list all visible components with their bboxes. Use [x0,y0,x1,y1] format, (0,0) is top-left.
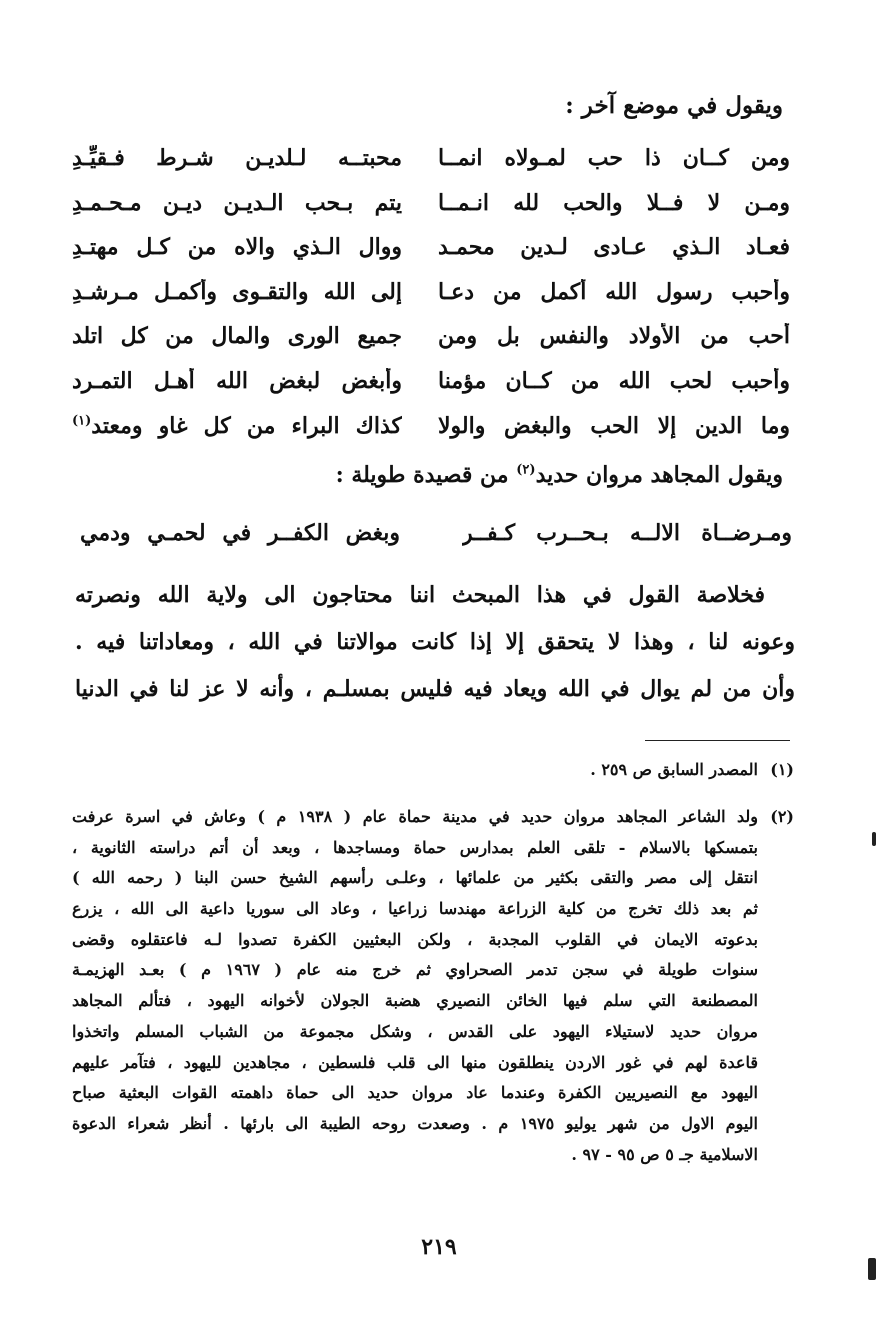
footnote-line: اليوم الاول من شهر يوليو ١٩٧٥ م . وصعدت روحه الطيبة الى بارئها . أنظر شعراء الدعوة [72,1113,758,1133]
poem-intro: ويقول في موضع آخر : [565,92,783,119]
single-verse [80,520,792,564]
verse-first-hemistich: ومـرضــاة الالــه بـحــرب كـفــر [462,520,792,546]
footnote-line: قاعدة لهم في غور الاردن ينطلقون منها الى قلب فلسطين ، مجاهدين لليهود ، فتآمر عليهم [72,1052,758,1072]
footnote-line: المصطنعة التي سلم فيها الخائن النصيري هضبة الجولان لأخوانه اليهود ، فتألم المجاهد [72,991,758,1011]
footnote-text [72,802,758,1170]
footnote-2 [72,802,794,1170]
paragraph-line: فخلاصة القول في هذا المبحث اننا محتاجون الى ولاية الله ونصرته [75,582,765,608]
conclusion-paragraph [75,572,795,713]
footnote-line: بدعوته الايمان في القلوب المجدبة ، ولكن البعثيين الكفرة تصدوا لـه فاعتقلوه وقضى [72,929,758,949]
footnote-separator [645,740,790,741]
footnote-line: سنوات طويلة في سجن تدمر الصحراوي ثم خرج منه عام ( ١٩٦٧ م ) بعـد الهزيمـة [72,960,758,980]
verse-second-hemistich: وأبغض لبغض الله أهـل التمـرد [72,367,402,394]
verse-first-hemistich: ومـن لا فــلا والحب لله انـمــا [438,189,790,216]
footnote-line: اليهود مع النصيريين الكفرة وعندما عاد مروان حديد الى حماة داهمته القوات البعثية صباح [72,1083,758,1103]
poem-verse [72,368,790,413]
paragraph-line: وعونه لنا ، وهذا لا يتحقق إلا إذا كانت موالاتنا في الله ، ومعاداتنا فيه . [75,629,795,655]
footnote-number: (١) [770,760,794,779]
second-poem-intro-text: ويقول المجاهد مروان حديد [535,462,783,488]
verse-second-hemistich: جميع الورى والمال من كل اتلد [72,323,402,350]
footnote-1 [72,752,794,802]
verse-first-hemistich: وما الدين إلا الحب والبغض والولا [438,412,790,439]
paragraph-line: وأن من لم يوال في الله ويعاد فيه فليس بمسلـم ، وأنه لا عز لنا في الدنيا [75,676,795,702]
footnote-line: بتمسكها بالاسلام - تلقى العلم بمدارس حماة ومساجدها ، وبعد أن أتم دراسته الثانوية ، [72,837,758,857]
poem-verse [72,279,790,324]
footnote-number: (٢) [770,807,794,826]
poem-verse [72,145,790,190]
footnote-line: انتقل إلى مصر والتقى بكثير من علمائها ، وعلـى رأسهم الشيخ حسن البنا ( رحمه الله ) [72,868,758,888]
second-poem-intro-tail: من قصيدة طويلة : [335,462,517,488]
verse-first-hemistich: وأحبب لحب الله من كــان مؤمنا [438,367,790,394]
poem [72,145,790,457]
verse-first-hemistich: ومن كــان ذا حب لمـولاه انمــا [438,145,790,171]
verse-first-hemistich: وأحبب رسول الله أكمل من دعـا [438,278,790,305]
footnote-line: الاسلامية جـ ٥ ص ٩٥ - ٩٧ . [571,1144,758,1164]
footnote-ref-1: (١) [72,413,92,429]
poem-verse [72,413,790,458]
footnote-line: ولد الشاعر المجاهد مروان حديد في مدينة حماة عام ( ١٩٣٨ م ) وعاش في اسرة عرفت [72,807,758,826]
footnote-ref-2: (٢) [516,462,536,478]
poem-verse [72,234,790,279]
verse-second-hemistich [72,413,402,439]
verse-second-hemistich: وبغض الكفــر في لحمـي ودمي [80,520,400,546]
verse-second-hemistich: يتم بـحب الـديـن ديـن مـحـمـدِ [72,189,402,216]
footnote-line: مروان حديد لاستيلاء اليهود على القدس ، وشكل مجموعة من الشباب المسلم واتخذوا [72,1021,758,1041]
footnote-text: المصدر السابق ص ٢٥٩ . [590,760,758,779]
footnote-line: ثم بعد ذلك تخرج من كلية الزراعة مهندسا زراعيا ، وعاد الى سوريا داعية الى الله ، يزرع [72,899,758,919]
verse-second-hemistich: محبتــه لـلديـن شـرط فـقيِّـدِ [72,145,402,171]
poem-verse [72,190,790,235]
verse-second-hemistich-text: كذاك البراء من كل غاو ومعتد [91,412,402,439]
second-poem-intro [336,462,783,488]
verse-second-hemistich: ووال الـذي والاه من كـل مهتـدِ [72,234,402,261]
verse-second-hemistich: إلى الله والتقـوى وأكمـل مـرشـدِ [72,278,402,305]
scan-speck [872,832,876,846]
scan-speck [868,1258,876,1280]
verse-first-hemistich: أحب من الأولاد والنفس بل ومن [438,323,790,350]
footnotes [72,752,794,1170]
page-number: ٢١٩ [421,1234,457,1260]
poem-verse [72,323,790,368]
verse-first-hemistich: فعـاد الـذي عـادى لـدين محمـد [438,234,790,261]
